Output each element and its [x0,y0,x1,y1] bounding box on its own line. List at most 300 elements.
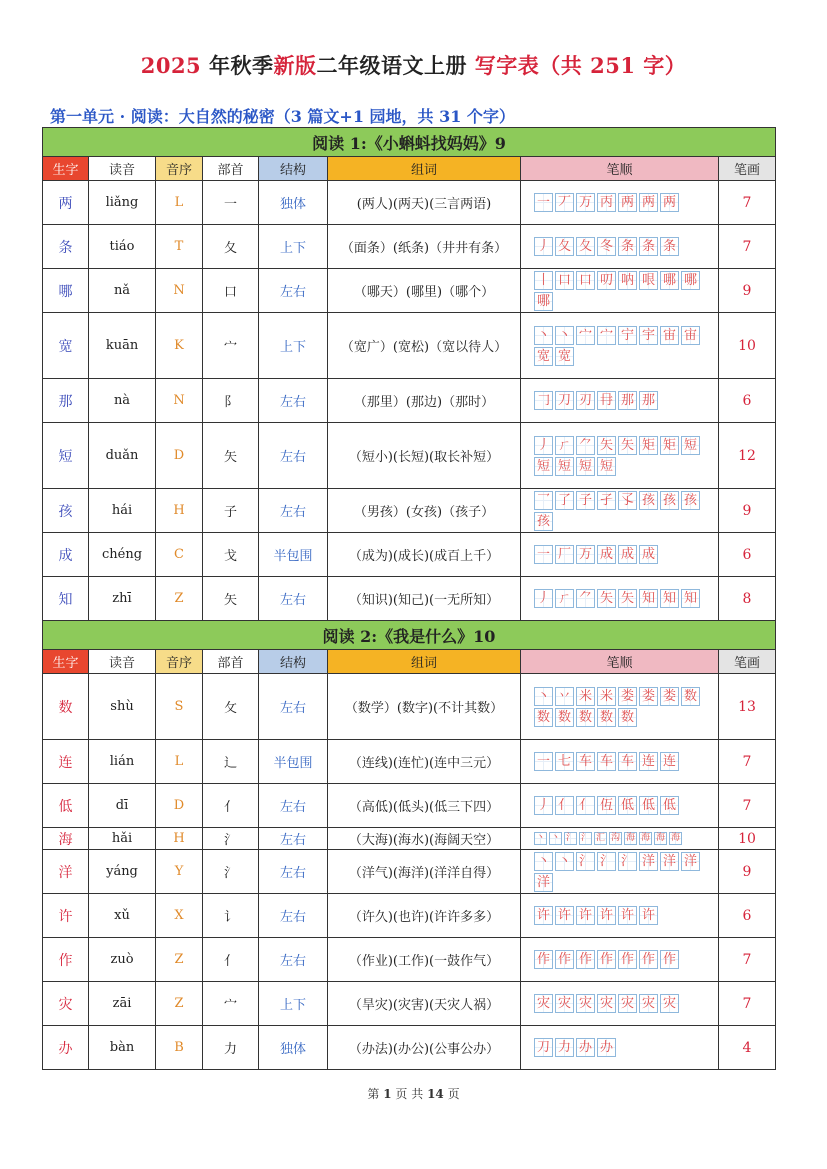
cell-strokes [521,850,719,894]
stroke-box: 冬 [597,237,616,256]
cell-strokes [521,982,719,1026]
table-row [43,181,776,225]
stroke-box: 作 [618,950,637,969]
column-header-row [43,157,776,181]
stroke-box: 孓 [618,491,637,510]
cell-radical: 阝 [203,379,259,423]
cell-radical: 口 [203,269,259,313]
stroke-box: 那 [618,391,637,410]
cell-order: T [156,225,203,269]
stroke-box: 灾 [618,994,637,1013]
header-strokes: 笔顺 [521,650,719,674]
cell-strokes [521,379,719,423]
footer-page-number: 1 [383,1087,392,1101]
stroke-box: 低 [660,796,679,815]
table-row [43,740,776,784]
stroke-order-grid [521,832,718,845]
stroke-box: 刃 [576,391,595,410]
stroke-box: 宙 [681,326,700,345]
cell-radical: 戈 [203,533,259,577]
header-char: 生字 [43,157,89,181]
cell-order: L [156,740,203,784]
stroke-box: 哏 [639,271,658,290]
stroke-order-grid [521,325,718,367]
table-row [43,533,776,577]
stroke-box: 氵 [580,833,590,843]
stroke-box: 知 [660,589,679,608]
cell-order: C [156,533,203,577]
stroke-box: 一 [534,752,553,771]
stroke-box: 许 [576,906,595,925]
stroke-box: 车 [576,752,595,771]
stroke-box: 娄 [639,687,658,706]
cell-radical: 氵 [203,828,259,850]
stroke-box: 孩 [534,512,553,531]
cell-char: 那 [43,379,89,423]
stroke-box: 洋 [660,852,679,871]
cell-strokes [521,1026,719,1070]
stroke-box: 𠃌 [534,391,553,410]
cell-order: D [156,784,203,828]
cell-strokes [521,489,719,533]
cell-words: （洋气)(海洋)(洋洋自得） [328,850,521,894]
stroke-box: 作 [639,950,658,969]
page-footer [0,1085,827,1102]
stroke-box: 数 [597,708,616,727]
stroke-box: 万 [576,545,595,564]
cell-structure: 左右 [259,894,328,938]
cell-char: 连 [43,740,89,784]
footer-suffix: 页 [447,1087,460,1101]
cell-radical: 宀 [203,982,259,1026]
stroke-box: 数 [534,708,553,727]
title-part3: 写字表（共 251 字） [474,53,687,78]
cell-radical: 亻 [203,784,259,828]
stroke-box: 洋 [534,873,553,892]
footer-prefix: 第 [367,1087,380,1101]
cell-radical: 力 [203,1026,259,1070]
cell-stroke-count: 7 [719,225,776,269]
cell-words: （短小)(长短)(取长补短） [328,423,521,489]
stroke-box: 孩 [681,491,700,510]
stroke-box: 低 [618,796,637,815]
stroke-box: 海 [670,833,680,843]
stroke-order-grid [521,1037,718,1058]
stroke-order-grid [521,795,718,816]
cell-pinyin: nà [89,379,156,423]
stroke-box: ㄏ [555,436,574,455]
cell-strokes [521,828,719,850]
column-header-row [43,650,776,674]
cell-stroke-count: 13 [719,674,776,740]
stroke-box: 海 [655,833,665,843]
table-row [43,489,776,533]
stroke-order-grid [521,192,718,213]
title-part2: 二年级语文上册 [316,53,475,78]
stroke-box: 力 [555,1038,574,1057]
lesson-title-row [43,621,776,650]
cell-structure: 左右 [259,828,328,850]
lesson-title: 阅读 2:《我是什么》10 [43,621,776,650]
stroke-box: 矩 [639,436,658,455]
stroke-box: 氵 [565,833,575,843]
stroke-box: 宽 [555,347,574,366]
cell-radical: 宀 [203,313,259,379]
cell-words: （成为)(成长)(成百上千） [328,533,521,577]
cell-words: (两人)(两天)(三言两语) [328,181,521,225]
table-row [43,577,776,621]
cell-pinyin: duǎn [89,423,156,489]
stroke-box: 许 [639,906,658,925]
cell-structure: 左右 [259,850,328,894]
table-row [43,674,776,740]
stroke-box: 宙 [660,326,679,345]
stroke-box: 哪 [681,271,700,290]
header-radical: 部首 [203,650,259,674]
cell-structure: 左右 [259,379,328,423]
stroke-box: 叨 [597,271,616,290]
cell-pinyin: lián [89,740,156,784]
stroke-box: 米 [597,687,616,706]
cell-structure: 独体 [259,181,328,225]
header-words: 组词 [328,650,521,674]
stroke-order-grid [521,993,718,1014]
stroke-box: 条 [660,237,679,256]
stroke-box: 洋 [639,852,658,871]
stroke-box: 口 [555,271,574,290]
footer-mid: 页 共 [395,1087,424,1101]
stroke-box: 丶 [534,852,553,871]
cell-order: N [156,379,203,423]
stroke-box: 海 [625,833,635,843]
cell-order: H [156,828,203,850]
unit-title: 第一单元 · 阅读：大自然的秘密（3 篇文+1 园地，共 31 个字） [50,107,515,126]
cell-stroke-count: 7 [719,938,776,982]
stroke-box: 一 [534,545,553,564]
cell-radical: 矢 [203,423,259,489]
cell-structure: 半包围 [259,740,328,784]
stroke-box: ㄏ [555,589,574,608]
cell-char: 成 [43,533,89,577]
stroke-box: 许 [618,906,637,925]
cell-structure: 上下 [259,313,328,379]
stroke-box: 娄 [660,687,679,706]
stroke-box: 灾 [660,994,679,1013]
footer-total-pages: 14 [427,1087,444,1101]
header-order: 音序 [156,157,203,181]
cell-order: L [156,181,203,225]
cell-words: （知识)(知己)(一无所知） [328,577,521,621]
stroke-box: 作 [576,950,595,969]
title-year: 2025 [140,53,202,78]
cell-words: （男孩）(女孩)（孩子） [328,489,521,533]
table-row [43,225,776,269]
stroke-box: 丶 [535,833,545,843]
cell-order: K [156,313,203,379]
stroke-box: 冄 [597,391,616,410]
stroke-box: 条 [618,237,637,256]
stroke-box: 矢 [597,436,616,455]
cell-pinyin: kuān [89,313,156,379]
stroke-box: 作 [660,950,679,969]
stroke-box: 乛 [534,491,553,510]
stroke-box: 办 [576,1038,595,1057]
cell-pinyin: hái [89,489,156,533]
stroke-box: 丆 [555,193,574,212]
cell-strokes [521,181,719,225]
stroke-box: ⺈ [576,436,595,455]
cell-strokes [521,938,719,982]
stroke-box: 矩 [660,436,679,455]
cell-words: （连线)(连忙)(连中三元） [328,740,521,784]
stroke-box: 夂 [576,237,595,256]
table-row [43,1026,776,1070]
stroke-box: 作 [597,950,616,969]
header-words: 组词 [328,157,521,181]
stroke-order-grid [521,905,718,926]
cell-words: （宽广）(宽松)（宽以待人） [328,313,521,379]
cell-radical: 亻 [203,938,259,982]
cell-structure: 左右 [259,489,328,533]
cell-order: X [156,894,203,938]
cell-structure: 上下 [259,225,328,269]
header-structure: 结构 [259,157,328,181]
table-row [43,938,776,982]
table-row [43,982,776,1026]
cell-structure: 左右 [259,577,328,621]
table-row [43,894,776,938]
cell-words: （大海)(海水)(海阔天空） [328,828,521,850]
stroke-box: 哪 [534,292,553,311]
stroke-box: 矢 [618,589,637,608]
cell-order: Z [156,577,203,621]
stroke-box: 丿 [534,796,553,815]
cell-structure: 左右 [259,938,328,982]
cell-radical: 子 [203,489,259,533]
header-pinyin: 读音 [89,157,156,181]
cell-structure: 左右 [259,269,328,313]
header-pinyin: 读音 [89,650,156,674]
cell-radical: 夂 [203,225,259,269]
stroke-box: 两 [639,193,658,212]
cell-pinyin: hǎi [89,828,156,850]
stroke-box: 成 [639,545,658,564]
stroke-box: 亻 [555,796,574,815]
stroke-box: 灾 [597,994,616,1013]
cell-stroke-count: 10 [719,828,776,850]
stroke-box: 两 [660,193,679,212]
stroke-order-grid [521,544,718,565]
cell-strokes [521,894,719,938]
cell-pinyin: shù [89,674,156,740]
stroke-box: 灾 [555,994,574,1013]
stroke-box: 低 [639,796,658,815]
stroke-box: 了 [555,491,574,510]
cell-stroke-count: 9 [719,489,776,533]
stroke-box: 宀 [597,326,616,345]
stroke-box: 短 [681,436,700,455]
stroke-box: 短 [534,457,553,476]
stroke-box: 许 [555,906,574,925]
stroke-order-grid [521,435,718,477]
table-row [43,379,776,423]
stroke-order-grid [521,949,718,970]
cell-strokes [521,533,719,577]
stroke-box: 氵 [618,852,637,871]
stroke-box: 海 [640,833,650,843]
stroke-box: 米 [576,687,595,706]
stroke-box: 丶 [534,326,553,345]
cell-char: 许 [43,894,89,938]
cell-stroke-count: 7 [719,982,776,1026]
cell-words: （旱灾)(灾害)(天灾人祸） [328,982,521,1026]
stroke-box: 灾 [534,994,553,1013]
table-row [43,423,776,489]
stroke-box: 数 [576,708,595,727]
cell-order: Z [156,982,203,1026]
stroke-box: 宀 [576,326,595,345]
stroke-box: 夂 [555,237,574,256]
cell-radical: 一 [203,181,259,225]
character-table [42,127,776,1070]
page-title [0,50,827,80]
cell-stroke-count: 7 [719,784,776,828]
cell-stroke-count: 8 [719,577,776,621]
cell-pinyin: zuò [89,938,156,982]
cell-strokes [521,313,719,379]
cell-char: 知 [43,577,89,621]
stroke-order-grid [521,270,718,312]
cell-stroke-count: 6 [719,894,776,938]
cell-pinyin: tiáo [89,225,156,269]
cell-stroke-count: 7 [719,740,776,784]
stroke-box: 丨 [534,271,553,290]
cell-radical: 讠 [203,894,259,938]
title-highlight: 新版 [273,53,317,78]
stroke-box: 丶 [555,852,574,871]
stroke-order-grid [521,490,718,532]
stroke-box: 丿 [534,589,553,608]
stroke-box: 亻 [576,796,595,815]
stroke-box: 办 [597,1038,616,1057]
stroke-box: 连 [639,752,658,771]
stroke-box: 许 [534,906,553,925]
cell-stroke-count: 10 [719,313,776,379]
stroke-box: 洋 [681,852,700,871]
cell-order: S [156,674,203,740]
cell-char: 办 [43,1026,89,1070]
stroke-box: 灾 [639,994,658,1013]
cell-char: 宽 [43,313,89,379]
stroke-box: 刀 [534,1038,553,1057]
stroke-box: 短 [576,457,595,476]
cell-words: （数学）(数字)(不计其数） [328,674,521,740]
cell-order: Y [156,850,203,894]
cell-strokes [521,674,719,740]
stroke-box: 成 [597,545,616,564]
cell-words: （高低)(低头)(低三下四） [328,784,521,828]
stroke-box: 丶 [555,326,574,345]
stroke-box: 那 [639,391,658,410]
header-strokes: 笔顺 [521,157,719,181]
cell-words: （面条）(纸条)（井井有条） [328,225,521,269]
stroke-box: 呐 [618,271,637,290]
stroke-box: 娄 [618,687,637,706]
cell-strokes [521,784,719,828]
stroke-box: 厂 [555,545,574,564]
stroke-box: 氵 [597,852,616,871]
stroke-box: 丶 [550,833,560,843]
stroke-box: 仾 [597,796,616,815]
cell-structure: 独体 [259,1026,328,1070]
cell-words: （作业)(工作)(一鼓作气） [328,938,521,982]
stroke-box: 刀 [555,391,574,410]
cell-stroke-count: 6 [719,379,776,423]
cell-strokes [521,225,719,269]
table-row [43,828,776,850]
header-order: 音序 [156,650,203,674]
stroke-box: 连 [660,752,679,771]
cell-char: 条 [43,225,89,269]
stroke-box: 宁 [618,326,637,345]
stroke-box: 条 [639,237,658,256]
cell-radical: 矢 [203,577,259,621]
cell-char: 孩 [43,489,89,533]
title-part1: 年秋季 [201,53,274,78]
stroke-box: 孩 [660,491,679,510]
cell-pinyin: liǎng [89,181,156,225]
stroke-box: 哪 [660,271,679,290]
stroke-box: 车 [618,752,637,771]
stroke-box: 汇 [595,833,605,843]
cell-char: 低 [43,784,89,828]
lesson-title: 阅读 1:《小蝌蚪找妈妈》9 [43,128,776,157]
cell-strokes [521,269,719,313]
stroke-box: 许 [597,906,616,925]
cell-stroke-count: 4 [719,1026,776,1070]
stroke-order-grid [521,851,718,893]
stroke-box: 知 [681,589,700,608]
stroke-box: 沟 [610,833,620,843]
cell-char: 海 [43,828,89,850]
cell-words: （办法)(办公)(公事公办） [328,1026,521,1070]
cell-structure: 左右 [259,423,328,489]
stroke-box: 孑 [597,491,616,510]
stroke-box: 短 [555,457,574,476]
cell-char: 洋 [43,850,89,894]
cell-pinyin: yáng [89,850,156,894]
cell-char: 两 [43,181,89,225]
stroke-order-grid [521,390,718,411]
stroke-box: 万 [576,193,595,212]
table-row [43,269,776,313]
stroke-box: 宽 [534,347,553,366]
header-count: 笔画 [719,157,776,181]
cell-order: H [156,489,203,533]
stroke-box: 知 [639,589,658,608]
cell-order: N [156,269,203,313]
header-structure: 结构 [259,650,328,674]
cell-stroke-count: 9 [719,850,776,894]
stroke-box: 矢 [597,589,616,608]
stroke-box: 口 [576,271,595,290]
cell-pinyin: zāi [89,982,156,1026]
cell-stroke-count: 6 [719,533,776,577]
cell-order: Z [156,938,203,982]
stroke-box: 两 [618,193,637,212]
cell-strokes [521,740,719,784]
stroke-box: 丷 [555,687,574,706]
